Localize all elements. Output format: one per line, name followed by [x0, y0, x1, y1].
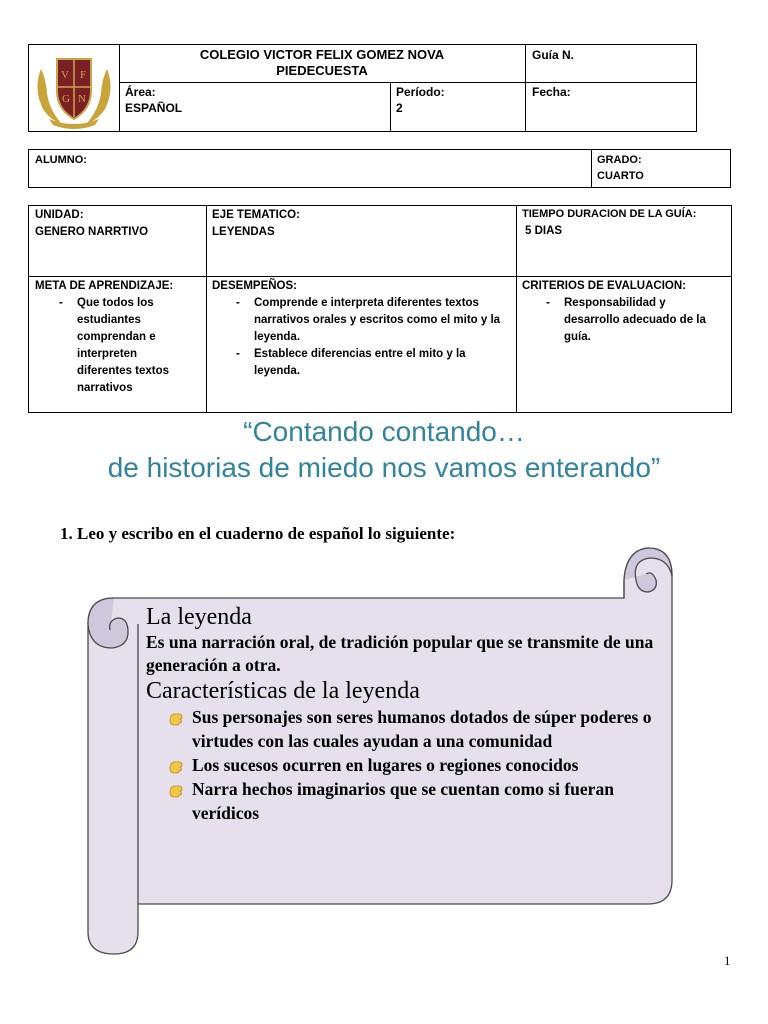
scroll-content [146, 603, 656, 825]
meta-label: META DE APRENDIZAJE: [35, 280, 174, 292]
grado-label: GRADO: [597, 154, 642, 166]
hand-pointing-icon [168, 757, 184, 773]
logo-letter-n: N [78, 93, 86, 105]
unidad-label: UNIDAD: [35, 209, 84, 221]
unidad-value: GENERO NARRTIVO [35, 226, 149, 238]
school-name: COLEGIO VICTOR FELIX GOMEZ NOVA [199, 47, 445, 62]
eje-label: EJE TEMATICO: [212, 209, 300, 221]
desempeno-item: - Establece diferencias entre el mito y la leyenda. [232, 346, 502, 380]
tiempo-value: 5 DIAS [525, 225, 563, 237]
area-value: ESPAÑOL [125, 101, 183, 115]
instruction: 1. Leo y escribo en el cuaderno de español lo siguiente: [60, 524, 456, 543]
eje-value: LEYENDAS [212, 226, 275, 238]
scroll-subheading: Características de la leyenda [146, 678, 420, 704]
title-line-1: “Contando contando… [243, 416, 525, 447]
scroll-heading: La leyenda [146, 604, 252, 630]
school-city: PIEDECUESTA [276, 63, 368, 78]
criterio-item: - Responsabilidad y desarrollo adecuado de la guía. [542, 295, 724, 346]
feature-text: Narra hechos imaginarios que se cuentan como si fueran verídicos [192, 779, 614, 823]
desempeno-item: - Comprende e interpreta diferentes textos narrativos orales y escritos como el mito y la leyenda. [232, 295, 502, 346]
logo-letter-v: V [61, 69, 69, 81]
student-table [28, 149, 731, 188]
title-line-2: de historias de miedo nos vamos enterando” [107, 452, 661, 483]
guia-label: Guía N. [532, 48, 575, 62]
feature-text: Los sucesos ocurren en lugares o regiones conocidos [192, 755, 579, 775]
feature-item [146, 777, 656, 825]
school-logo [31, 49, 117, 129]
hand-pointing-icon [168, 709, 184, 725]
hand-pointing-icon [168, 781, 184, 797]
fecha-label: Fecha: [532, 85, 571, 99]
page-number: 1 [724, 953, 731, 968]
feature-item [146, 705, 656, 753]
periodo-value: 2 [396, 101, 403, 115]
periodo-label: Período: [396, 85, 445, 99]
logo-letter-g: G [62, 93, 70, 105]
feature-item [146, 753, 656, 777]
grado-value: CUARTO [597, 170, 644, 182]
desempenos-label: DESEMPEÑOS: [212, 280, 297, 292]
header-table [28, 44, 697, 132]
info-table [28, 205, 732, 413]
logo-letter-f: F [79, 69, 87, 81]
tiempo-label: TIEMPO DURACION DE LA GUÍA: [522, 208, 697, 220]
meta-item: - Que todos los estudiantes comprendan e interpreten diferentes textos narrativos [55, 295, 173, 397]
scroll-definition: Es una narración oral, de tradición popular que se transmite de una generación a otra. [146, 632, 654, 675]
area-label: Área: [125, 85, 156, 99]
criterios-label: CRITERIOS DE EVALUACION: [522, 280, 686, 292]
alumno-label: ALUMNO: [35, 154, 87, 166]
feature-text: Sus personajes son seres humanos dotados de súper poderes o virtudes con las cuales ayudan a una comunidad [192, 707, 652, 751]
